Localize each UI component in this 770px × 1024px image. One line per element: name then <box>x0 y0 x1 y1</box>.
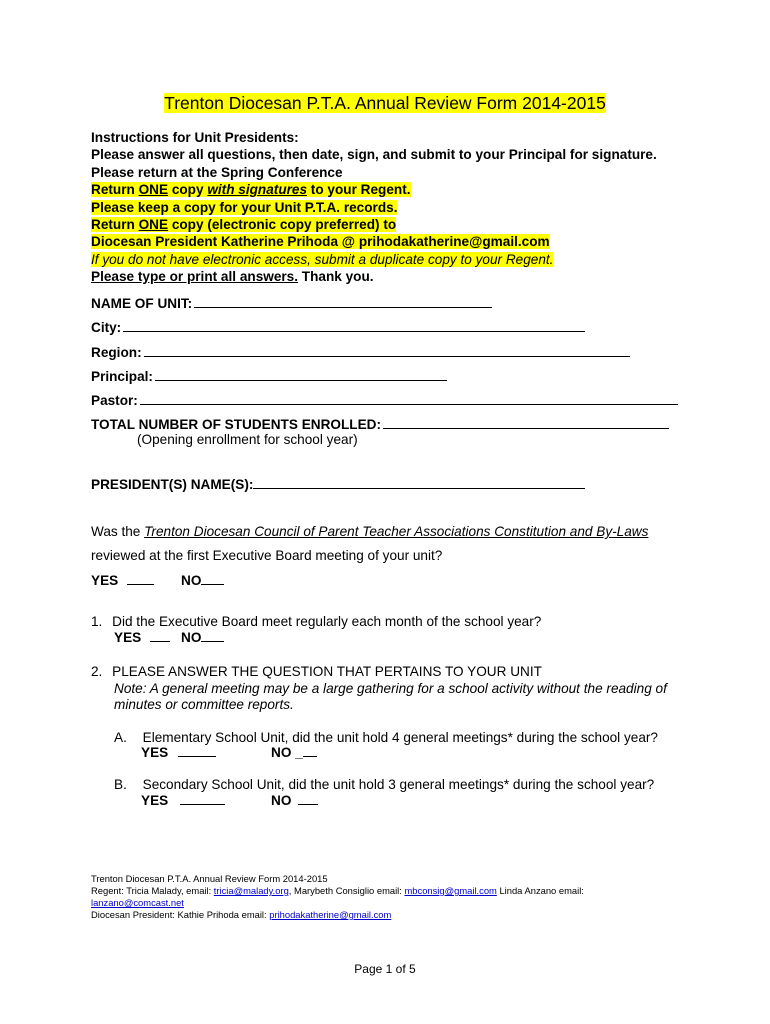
instr-l8-a: Please type or print all answers. <box>91 269 299 285</box>
unit-field <box>91 294 492 311</box>
instructions-line-7 <box>91 251 657 268</box>
q2b-yes-label: YES <box>141 793 169 808</box>
q2a-no-label: NO <box>271 745 292 760</box>
instr-l5-c: copy (electronic copy preferred) to <box>168 217 397 233</box>
instructions-line-5 <box>91 216 657 233</box>
q1-yes-blank[interactable] <box>150 629 170 642</box>
footer-mid-2: Linda Anzano email: <box>496 885 584 896</box>
q2-line <box>91 664 542 679</box>
instr-l3-signatures: with signatures <box>207 182 308 198</box>
footer-pres-prefix: Diocesan President: Kathie Prihoda email: <box>91 909 270 920</box>
q2a-line <box>114 730 658 745</box>
pastor-input-line[interactable] <box>140 391 678 405</box>
email-link-linda[interactable]: lanzano@comcast.net <box>91 897 184 908</box>
q0-doc-title: Trenton Diocesan Council of Parent Teacher Associations Constitution and By-Laws <box>144 524 649 539</box>
instructions-line-2: Please return at the Spring Conference <box>91 164 343 180</box>
q1-yes-label: YES <box>114 630 142 645</box>
q0-line-2: reviewed at the first Executive Board meeting of your unit? <box>91 548 443 563</box>
pastor-label: Pastor: <box>91 393 138 408</box>
q2-text: PLEASE ANSWER THE QUESTION THAT PERTAINS TO YOUR UNIT <box>112 664 542 679</box>
footer-title: Trenton Diocesan P.T.A. Annual Review Form 2014-2015 <box>91 873 328 884</box>
students-label: TOTAL NUMBER OF STUDENTS ENROLLED: <box>91 417 381 432</box>
q1-line <box>91 614 541 629</box>
q2-note-2: minutes or committee reports. <box>114 697 294 712</box>
instr-l5-one: ONE <box>138 217 169 233</box>
principal-label: Principal: <box>91 369 153 384</box>
instr-l3-e: to your Regent. <box>307 182 411 198</box>
q0-line-1 <box>91 524 648 539</box>
instructions-block <box>91 129 657 286</box>
instructions-line-1: Please answer all questions, then date, sign, and submit to your Principal for signature. <box>91 147 657 163</box>
region-label: Region: <box>91 345 142 360</box>
q1-no-blank[interactable] <box>201 629 224 642</box>
q0-answers <box>91 572 154 588</box>
q2a-no-group <box>271 744 317 760</box>
q1-text: Did the Executive Board meet regularly each month of the school year? <box>112 614 542 629</box>
students-input-line[interactable] <box>383 415 669 429</box>
q2b-no-label: NO <box>271 793 292 808</box>
page-number: Page 1 of 5 <box>354 962 416 976</box>
instr-l4-text: Please keep a copy for your Unit P.T.A. records. <box>91 199 398 215</box>
q2-number: 2. <box>91 664 103 679</box>
instr-l3-one: ONE <box>138 182 169 198</box>
q2b-line <box>114 777 654 792</box>
q2a-yes-label: YES <box>141 745 169 760</box>
form-title <box>0 93 770 114</box>
q0-no-label: NO <box>181 573 202 588</box>
footer-linda <box>91 897 691 909</box>
city-input-line[interactable] <box>123 318 585 332</box>
q2a-yes-group <box>141 744 216 760</box>
instr-l3-a: Return <box>91 182 139 198</box>
city-label: City: <box>91 320 122 335</box>
q2b-text: Secondary School Unit, did the unit hold 3 general meetings* during the school year? <box>142 777 655 792</box>
instr-l3-c: copy <box>168 182 208 198</box>
q2-note-1: Note: A general meeting may be a large gathering for a school activity without the reading of <box>114 681 667 696</box>
instr-l7-text: If you do not have electronic access, submit a duplicate copy to your Regent. <box>91 251 554 267</box>
email-link-marybeth[interactable]: mbconsig@gmail.com <box>404 885 497 896</box>
q2b-yes-blank[interactable] <box>180 792 225 805</box>
president-field <box>91 475 585 492</box>
instr-l5-a: Return <box>91 217 139 233</box>
form-title-text: Trenton Diocesan P.T.A. Annual Review Form 2014-2015 <box>164 93 606 113</box>
city-field <box>91 318 585 335</box>
q2b-no-group <box>271 792 318 808</box>
principal-field <box>91 367 447 384</box>
president-input-line[interactable] <box>253 475 585 489</box>
footer-regent-prefix: Regent: Tricia Malady, email: <box>91 885 214 896</box>
unit-input-line[interactable] <box>194 294 492 308</box>
q0-yes-blank[interactable] <box>127 572 154 585</box>
q2b-no-blank[interactable] <box>298 792 318 805</box>
q2a-yes-blank[interactable] <box>178 744 216 757</box>
q2a-no-mark: _ <box>295 745 303 760</box>
q1-number: 1. <box>91 614 103 629</box>
q0-no-blank[interactable] <box>201 572 224 585</box>
email-link-kathie[interactable]: prihodakatherine@gmail.com <box>269 909 392 920</box>
instructions-line-6 <box>91 233 657 250</box>
students-note: (Opening enrollment for school year) <box>137 432 358 447</box>
footer <box>91 873 691 921</box>
q1-no-label: NO <box>181 630 202 645</box>
region-field <box>91 343 630 360</box>
instructions-heading: Instructions for Unit Presidents: <box>91 130 299 145</box>
email-link-tricia[interactable]: tricia@malady.org <box>213 885 289 896</box>
unit-label: NAME OF UNIT: <box>91 296 193 311</box>
instructions-line-4 <box>91 199 657 216</box>
region-input-line[interactable] <box>144 343 630 357</box>
q2a-text: Elementary School Unit, did the unit hold 4 general meetings* during the school year? <box>142 730 658 745</box>
instr-l6-text: Diocesan President Katherine Prihoda @ prihodakatherine@gmail.com <box>91 234 550 250</box>
pastor-field <box>91 391 678 408</box>
q2b-yes-group <box>141 792 225 808</box>
footer-regents <box>91 885 691 897</box>
q1-yes-group <box>114 629 170 645</box>
q2a-no-blank[interactable] <box>303 744 317 757</box>
instructions-line-3 <box>91 181 657 198</box>
instructions-line-8 <box>91 268 657 285</box>
footer-president <box>91 909 691 921</box>
q0-prefix: Was the <box>91 524 145 539</box>
q0-yes-label: YES <box>91 573 119 588</box>
q0-no-group <box>181 572 224 588</box>
instr-l8-b: Thank you. <box>298 269 374 285</box>
president-label: PRESIDENT(S) NAME(S): <box>91 477 254 492</box>
q2b-label: B. <box>114 777 127 792</box>
principal-input-line[interactable] <box>155 367 447 381</box>
q1-no-group <box>181 629 224 645</box>
footer-mid-1: , Marybeth Consiglio email: <box>288 885 405 896</box>
students-field <box>91 415 669 432</box>
q2a-label: A. <box>114 730 127 745</box>
